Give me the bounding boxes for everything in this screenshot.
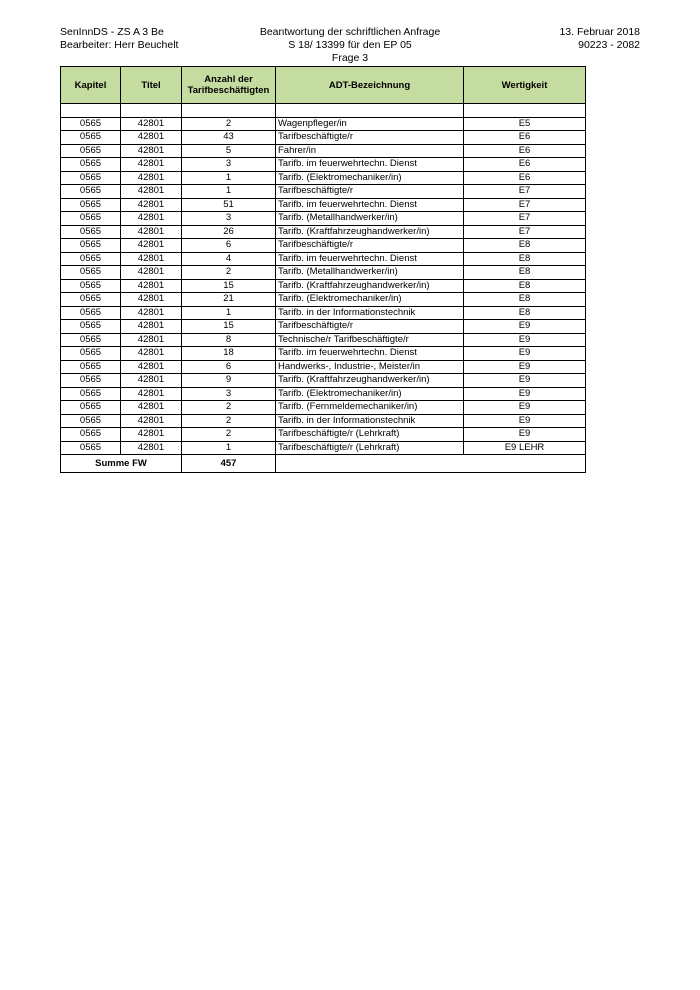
cell-wertigkeit: E6 — [464, 171, 586, 185]
table-row — [61, 279, 586, 293]
cell-anzahl: 26 — [182, 225, 276, 239]
cell-adt: Tarifbeschäftigte/r — [276, 131, 464, 145]
cell-anzahl: 18 — [182, 347, 276, 361]
cell-kapitel: 0565 — [61, 117, 121, 131]
cell-titel: 42801 — [121, 401, 182, 415]
cell-titel: 42801 — [121, 293, 182, 307]
cell-titel: 42801 — [121, 252, 182, 266]
cell-wertigkeit: E7 — [464, 212, 586, 226]
cell-kapitel: 0565 — [61, 279, 121, 293]
table-body — [61, 104, 586, 455]
cell-titel: 42801 — [121, 198, 182, 212]
cell-wertigkeit: E8 — [464, 306, 586, 320]
cell-adt: Tarifb. (Elektromechaniker/in) — [276, 171, 464, 185]
column-header-anzahl-line1: Anzahl der — [204, 74, 253, 85]
cell-adt: Tarifb. (Kraftfahrzeughandwerker/in) — [276, 279, 464, 293]
cell-titel: 42801 — [121, 387, 182, 401]
cell-titel: 42801 — [121, 347, 182, 361]
cell-kapitel: 0565 — [61, 374, 121, 388]
table-row — [61, 131, 586, 145]
cell-wertigkeit: E8 — [464, 252, 586, 266]
cell-kapitel: 0565 — [61, 428, 121, 442]
cell-kapitel: 0565 — [61, 360, 121, 374]
org-line: SenInnDS - ZS A 3 Be — [60, 26, 164, 38]
cell-adt: Tarifb. im feuerwehrtechn. Dienst — [276, 252, 464, 266]
table-row — [61, 401, 586, 415]
cell-kapitel: 0565 — [61, 252, 121, 266]
table-row — [61, 266, 586, 280]
cell-wertigkeit: E9 LEHR — [464, 441, 586, 455]
cell-adt: Tarifb. im feuerwehrtechn. Dienst — [276, 198, 464, 212]
table-row — [61, 387, 586, 401]
cell-anzahl: 1 — [182, 441, 276, 455]
cell-anzahl: 2 — [182, 117, 276, 131]
sum-row — [61, 455, 586, 473]
cell-kapitel: 0565 — [61, 401, 121, 415]
cell-titel: 42801 — [121, 428, 182, 442]
cell-anzahl: 2 — [182, 266, 276, 280]
cell-adt: Tarifb. (Metallhandwerker/in) — [276, 266, 464, 280]
cell-anzahl: 3 — [182, 212, 276, 226]
cell-titel: 42801 — [121, 279, 182, 293]
cell-wertigkeit: E5 — [464, 117, 586, 131]
cell-kapitel: 0565 — [61, 225, 121, 239]
cell-kapitel: 0565 — [61, 441, 121, 455]
cell-wertigkeit: E9 — [464, 333, 586, 347]
cell-anzahl: 3 — [182, 158, 276, 172]
cell-anzahl: 2 — [182, 428, 276, 442]
table-row — [61, 414, 586, 428]
document-title: Beantwortung der schriftlichen Anfrage — [259, 26, 441, 38]
staff-table — [60, 66, 586, 473]
cell-kapitel: 0565 — [61, 320, 121, 334]
table-row — [61, 171, 586, 185]
table-row — [61, 117, 586, 131]
cell-wertigkeit: E8 — [464, 266, 586, 280]
cell-anzahl: 3 — [182, 387, 276, 401]
cell-anzahl: 1 — [182, 185, 276, 199]
cell-titel: 42801 — [121, 185, 182, 199]
sum-label: Summe FW — [61, 455, 182, 473]
header-right — [559, 26, 640, 52]
cell-wertigkeit: E9 — [464, 347, 586, 361]
editor-line: Bearbeiter: Herr Beuchelt — [60, 39, 179, 51]
cell-wertigkeit: E8 — [464, 239, 586, 253]
cell-adt: Technische/r Tarifbeschäftigte/r — [276, 333, 464, 347]
sum-empty-cell — [276, 455, 586, 473]
cell-adt: Tarifbeschäftigte/r — [276, 320, 464, 334]
cell-anzahl: 21 — [182, 293, 276, 307]
table-row — [61, 360, 586, 374]
cell-adt: Tarifbeschäftigte/r — [276, 239, 464, 253]
cell-titel: 42801 — [121, 131, 182, 145]
cell-anzahl: 2 — [182, 401, 276, 415]
cell-anzahl: 6 — [182, 239, 276, 253]
cell-titel: 42801 — [121, 306, 182, 320]
table-row — [61, 347, 586, 361]
cell-wertigkeit: E9 — [464, 401, 586, 415]
spacer-row — [61, 104, 586, 118]
cell-wertigkeit: E7 — [464, 198, 586, 212]
cell-anzahl: 2 — [182, 414, 276, 428]
table-row — [61, 198, 586, 212]
table-row — [61, 212, 586, 226]
cell-kapitel: 0565 — [61, 266, 121, 280]
cell-kapitel: 0565 — [61, 158, 121, 172]
cell-anzahl: 15 — [182, 279, 276, 293]
cell-adt: Tarifb. (Kraftfahrzeughandwerker/in) — [276, 374, 464, 388]
table-row — [61, 428, 586, 442]
document-date: 13. Februar 2018 — [559, 26, 640, 38]
table-row — [61, 185, 586, 199]
cell-anzahl: 1 — [182, 171, 276, 185]
cell-adt: Tarifb. im feuerwehrtechn. Dienst — [276, 347, 464, 361]
question-label: Frage 3 — [331, 52, 369, 64]
cell-titel: 42801 — [121, 212, 182, 226]
cell-wertigkeit: E9 — [464, 387, 586, 401]
cell-wertigkeit: E6 — [464, 158, 586, 172]
cell-titel: 42801 — [121, 144, 182, 158]
table-row — [61, 320, 586, 334]
cell-adt: Tarifb. (Kraftfahrzeughandwerker/in) — [276, 225, 464, 239]
cell-wertigkeit: E7 — [464, 185, 586, 199]
cell-kapitel: 0565 — [61, 414, 121, 428]
cell-anzahl: 8 — [182, 333, 276, 347]
cell-kapitel: 0565 — [61, 347, 121, 361]
cell-wertigkeit: E7 — [464, 225, 586, 239]
cell-kapitel: 0565 — [61, 198, 121, 212]
cell-wertigkeit: E9 — [464, 428, 586, 442]
column-header-adt: ADT-Bezeichnung — [276, 67, 464, 104]
document-reference: S 18/ 13399 für den EP 05 — [288, 39, 412, 51]
cell-adt: Tarifb. im feuerwehrtechn. Dienst — [276, 158, 464, 172]
sum-value: 457 — [182, 455, 276, 473]
cell-wertigkeit: E9 — [464, 360, 586, 374]
cell-titel: 42801 — [121, 171, 182, 185]
cell-kapitel: 0565 — [61, 306, 121, 320]
cell-adt: Wagenpfleger/in — [276, 117, 464, 131]
file-number: 90223 - 2082 — [578, 39, 640, 51]
cell-kapitel: 0565 — [61, 144, 121, 158]
table-row — [61, 333, 586, 347]
cell-kapitel: 0565 — [61, 293, 121, 307]
cell-titel: 42801 — [121, 158, 182, 172]
cell-adt: Tarifb. (Elektromechaniker/in) — [276, 293, 464, 307]
cell-wertigkeit: E6 — [464, 144, 586, 158]
cell-anzahl: 15 — [182, 320, 276, 334]
cell-anzahl: 6 — [182, 360, 276, 374]
column-header-kapitel: Kapitel — [61, 67, 121, 104]
cell-wertigkeit: E9 — [464, 374, 586, 388]
cell-titel: 42801 — [121, 441, 182, 455]
cell-adt: Tarifb. (Elektromechaniker/in) — [276, 387, 464, 401]
cell-adt: Tarifbeschäftigte/r — [276, 185, 464, 199]
cell-adt: Tarifb. (Fernmeldemechaniker/in) — [276, 401, 464, 415]
cell-kapitel: 0565 — [61, 131, 121, 145]
cell-titel: 42801 — [121, 374, 182, 388]
cell-anzahl: 51 — [182, 198, 276, 212]
table-row — [61, 225, 586, 239]
cell-titel: 42801 — [121, 266, 182, 280]
header-left — [60, 26, 178, 52]
table-row — [61, 374, 586, 388]
cell-titel: 42801 — [121, 117, 182, 131]
cell-adt: Tarifb. (Metallhandwerker/in) — [276, 212, 464, 226]
cell-anzahl: 5 — [182, 144, 276, 158]
cell-kapitel: 0565 — [61, 239, 121, 253]
cell-titel: 42801 — [121, 333, 182, 347]
cell-anzahl: 9 — [182, 374, 276, 388]
table-row — [61, 306, 586, 320]
table-row — [61, 144, 586, 158]
cell-wertigkeit: E8 — [464, 293, 586, 307]
header-center — [200, 26, 500, 65]
cell-adt: Tarifbeschäftigte/r (Lehrkraft) — [276, 428, 464, 442]
cell-anzahl: 43 — [182, 131, 276, 145]
cell-titel: 42801 — [121, 225, 182, 239]
cell-kapitel: 0565 — [61, 333, 121, 347]
cell-adt: Tarifb. in der Informationstechnik — [276, 306, 464, 320]
column-header-titel: Titel — [121, 67, 182, 104]
cell-kapitel: 0565 — [61, 387, 121, 401]
cell-adt: Tarifbeschäftigte/r (Lehrkraft) — [276, 441, 464, 455]
cell-titel: 42801 — [121, 239, 182, 253]
column-header-wertigkeit: Wertigkeit — [464, 67, 586, 104]
cell-adt: Fahrer/in — [276, 144, 464, 158]
cell-kapitel: 0565 — [61, 171, 121, 185]
cell-titel: 42801 — [121, 414, 182, 428]
table-header-row — [61, 67, 586, 104]
table-row — [61, 441, 586, 455]
cell-adt: Handwerks-, Industrie-, Meister/in — [276, 360, 464, 374]
cell-wertigkeit: E9 — [464, 414, 586, 428]
cell-wertigkeit: E9 — [464, 320, 586, 334]
cell-anzahl: 1 — [182, 306, 276, 320]
table-row — [61, 293, 586, 307]
cell-titel: 42801 — [121, 320, 182, 334]
cell-anzahl: 4 — [182, 252, 276, 266]
cell-wertigkeit: E8 — [464, 279, 586, 293]
column-header-anzahl — [182, 67, 276, 104]
table-row — [61, 252, 586, 266]
column-header-anzahl-line2: Tarifbeschäftigten — [187, 85, 270, 96]
cell-kapitel: 0565 — [61, 212, 121, 226]
cell-wertigkeit: E6 — [464, 131, 586, 145]
cell-adt: Tarifb. in der Informationstechnik — [276, 414, 464, 428]
cell-kapitel: 0565 — [61, 185, 121, 199]
table-row — [61, 239, 586, 253]
cell-titel: 42801 — [121, 360, 182, 374]
table-row — [61, 158, 586, 172]
